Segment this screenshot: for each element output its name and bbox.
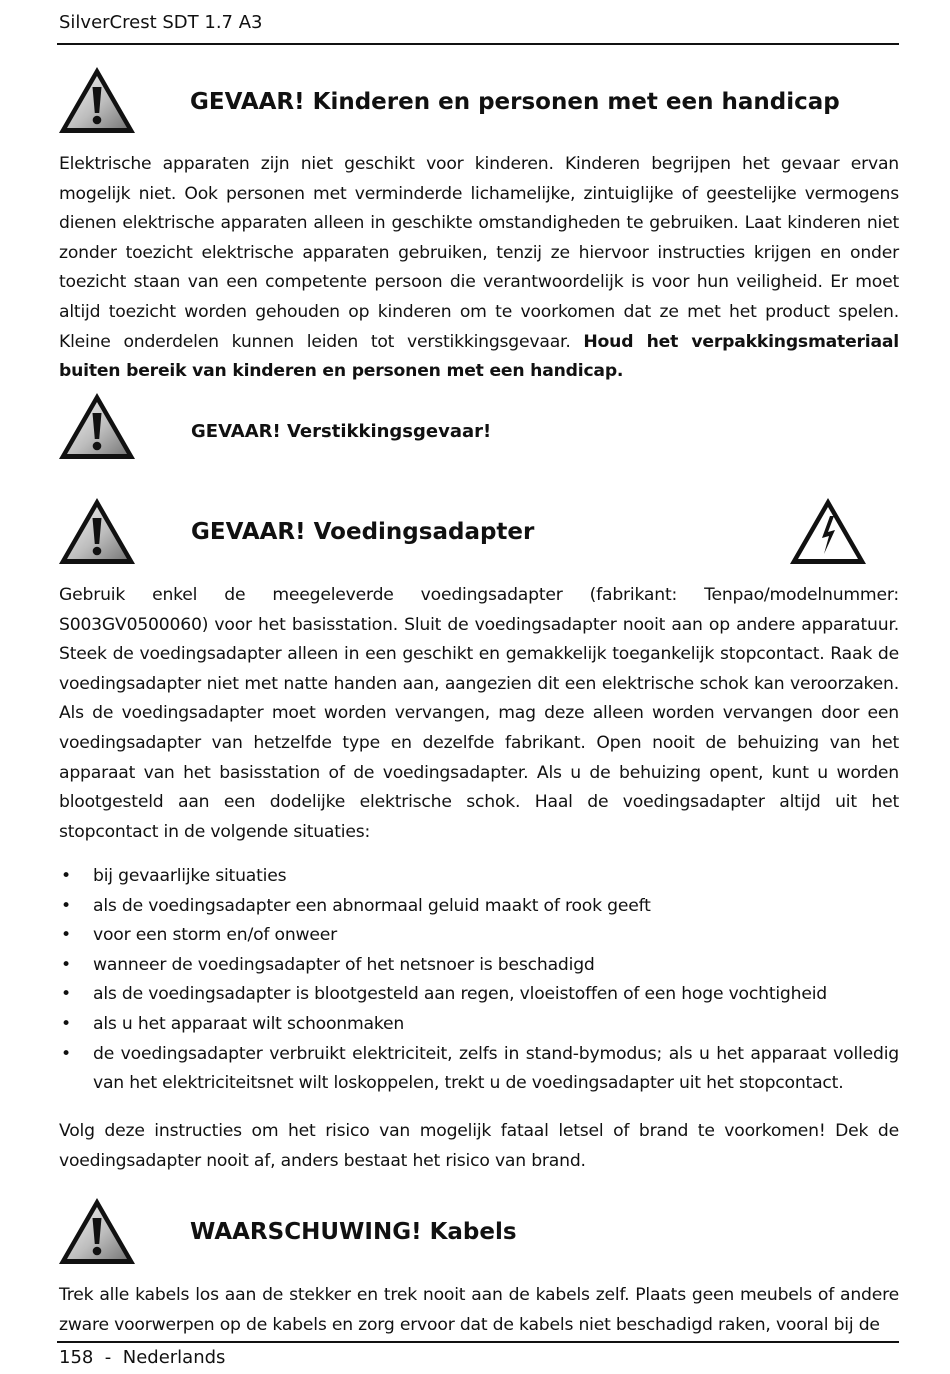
section-heading-power-adapter: GEVAAR! Voedingsadapter bbox=[191, 519, 535, 545]
header-title: SilverCrest SDT 1.7 A3 bbox=[59, 12, 263, 33]
section-paragraph-power-adapter: Gebruik enkel de meegeleverde voedingsadapter (fabrikant: Tenpao/modelnummer: S003GV0500060) voor het basisstation. Sluit de voedingsadapter nooit aan op andere apparatuur. Steek de voedingsadapter alleen in een geschikt en gemakkelijk toegankelijk stopcontact. Raak de voedingsadapter niet met natte handen aan, aangezien dit een elektrische schok kan veroorzaken. Als de voedingsadapter moet worden vervangen, mag deze alleen worden vervangen door een voedingsadapter van hetzelfde type en dezelfde fabrikant. Open nooit de behuizing van het apparaat van het basisstation of de voedingsadapter. Als u de behuizing opent, kunt u worden blootgesteld aan een dodelijke elektrische schok. Haal de voedingsadapter altijd uit het stopcontact in de volgende situaties: bbox=[59, 585, 899, 842]
section-heading-children: GEVAAR! Kinderen en personen met een handicap bbox=[190, 89, 840, 115]
warning-icon bbox=[57, 496, 137, 566]
list-item: • als de voedingsadapter is blootgesteld aan regen, vloeistoffen of een hoge vochtigheid bbox=[61, 984, 827, 1005]
warning-icon bbox=[57, 65, 137, 135]
list-item: • wanneer de voedingsadapter of het netsnoer is beschadigd bbox=[61, 954, 595, 975]
header-rule bbox=[57, 43, 899, 45]
section-heading-suffocation: GEVAAR! Verstikkingsgevaar! bbox=[191, 421, 492, 442]
list-item: • voor een storm en/of onweer bbox=[61, 925, 337, 946]
paragraph-text: Elektrische apparaten zijn niet geschikt voor kinderen. Kinderen begrijpen het gevaar ervan mogelijk niet. Ook personen met verminderde lichamelijke, zintuiglijke of geestelijke vermogens dienen elektrische apparaten alleen in geschikte omstandigheden te gebruiken. Laat kinderen niet zonder toezicht elektrische apparaten gebruiken, tenzij ze hiervoor instructies krijgen en onder toezicht staan van een competente persoon die verantwoordelijk is voor hun veiligheid. Er moet altijd toezicht worden gehouden op kinderen om te voorkomen dat ze met het product spelen. Kleine onderdelen kunnen leiden tot verstikkingsgevaar. bbox=[59, 154, 899, 352]
section-closing-power-adapter: Volg deze instructies om het risico van mogelijk fataal letsel of brand te voorkomen! Dek de voedingsadapter nooit af, anders bestaat het risico van brand. bbox=[59, 1121, 899, 1171]
list-item: • de voedingsadapter verbruikt elektriciteit, zelfs in stand-bymodus; als u het apparaat volledig van het elektriciteitsnet wilt loskoppelen, trekt u de voedingsadapter uit het stopcontact. bbox=[61, 1043, 899, 1094]
bullet-list bbox=[59, 862, 899, 1099]
electric-shock-icon bbox=[788, 496, 868, 566]
list-item: • als u het apparaat wilt schoonmaken bbox=[61, 1013, 405, 1034]
section-paragraph-cables: Trek alle kabels los aan de stekker en trek nooit aan de kabels zelf. Plaats geen meubels of andere zware voorwerpen op de kabels en zorg ervoor dat de kabels niet beschadigd raken, vooral bij de bbox=[59, 1285, 899, 1335]
list-item: • bij gevaarlijke situaties bbox=[61, 866, 287, 886]
paragraph-bold-text: Houd het verpakkingsmateriaal buiten bereik van kinderen en personen met een handicap. bbox=[59, 331, 899, 382]
footer-rule bbox=[57, 1341, 899, 1343]
list-item: • als de voedingsadapter een abnormaal geluid maakt of rook geeft bbox=[61, 895, 651, 916]
section-heading-cables: WAARSCHUWING! Kabels bbox=[190, 1219, 517, 1245]
section-paragraph-children bbox=[59, 150, 899, 387]
warning-icon bbox=[57, 391, 137, 461]
warning-icon bbox=[57, 1196, 137, 1266]
footer-page-number: 158 - Nederlands bbox=[59, 1347, 226, 1368]
